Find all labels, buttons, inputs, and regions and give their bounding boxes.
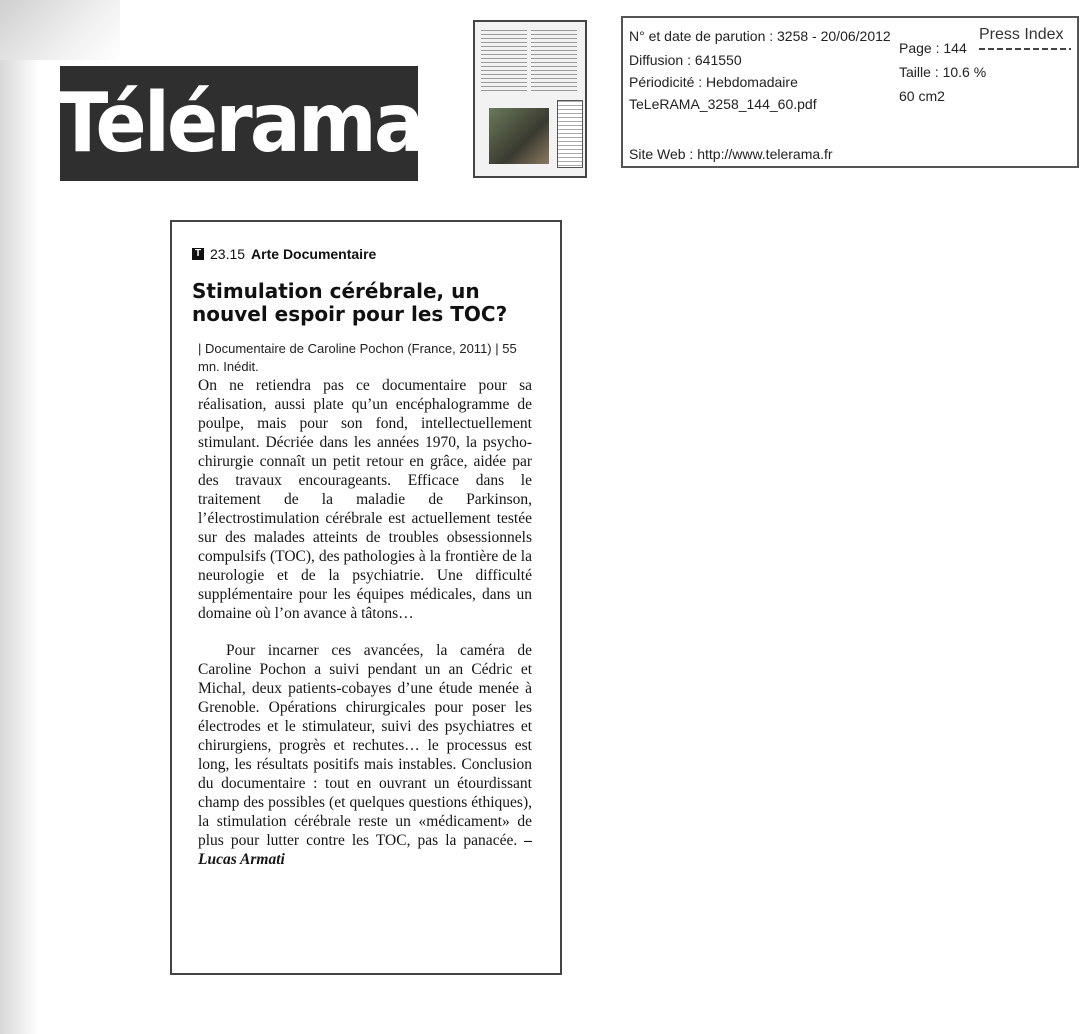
article-paragraph-2 (198, 641, 532, 869)
article-headline: Stimulation cérébrale, un nouvel espoir pour les TOC? (192, 279, 508, 326)
telerama-t-icon: T (192, 248, 204, 260)
periodicity-info: Périodicité : Hebdomadaire (629, 74, 798, 90)
press-index-info-box (621, 16, 1079, 168)
broadcast-slot (192, 246, 376, 262)
publication-logo (56, 66, 422, 181)
logo-text: Télérama (56, 75, 422, 171)
article-paragraph-text: Pour incarner ces avancées, la caméra de Caroline Pochon a suivi pendant un an Cédric et Michal, deux patients-cobayes d’une étude menée à Grenoble. Opérations chirurgicales pour poser les électrodes et le stimulateur, suivi des psychiatres et chirurgiens, progrès et rechutes… le processus est long, les résultats positifs mais instables. Conclusion du documentaire : tout en ouvrant un étourdissant champ des possibles (et quelques questions éthiques), la stimulation cérébrale reste un «médicament» de plus pour lutter contre les TOC, pas la panacée. (198, 642, 532, 849)
scan-edge-shadow (0, 0, 40, 1034)
page-info: Page : 144 (899, 40, 967, 56)
diffusion-info: Diffusion : 641550 (629, 52, 742, 68)
size-cm-info: 60 cm2 (899, 88, 945, 104)
size-percent-info: Taille : 10.6 % (899, 64, 987, 80)
broadcast-time: 23.15 (210, 246, 246, 262)
page-thumbnail (473, 20, 587, 178)
issue-info: N° et date de parution : 3258 - 20/06/2012 (629, 28, 891, 44)
press-index-logo: Press Index (979, 26, 1064, 43)
scan-corner-fold (0, 0, 120, 60)
article-paragraph: On ne retiendra pas ce documentaire pour sa réalisation, aussi plate qu’un encéphalogramme de poulpe, mais pour son fond, intellectuellement stimulant. Décriée dans les années 1970, la psycho-chirurgie connaît un petit retour en grâce, aidée par des travaux encourageants. Efficace dans le traitement de la maladie de Parkinson, l’électrostimulation cérébrale est actuellement testée sur des malades atteints de troubles obsessionnels compulsifs (TOC), des pathologies à la frontière de la neurologie et de la psychiatrie. Une difficulté supplémentaire pour les équipes médicales, dans un domaine où l’on avance à tâtons… (198, 377, 532, 622)
file-name: TeLeRAMA_3258_144_60.pdf (629, 96, 817, 112)
press-index-tagline (979, 48, 1071, 50)
thumbnail-text-column (531, 30, 577, 92)
website-info: Site Web : http://www.telerama.fr (629, 146, 833, 162)
thumbnail-article-box (557, 100, 583, 168)
article-body (198, 376, 532, 869)
channel-category: Arte Documentaire (251, 246, 377, 262)
thumbnail-text-column (481, 30, 527, 92)
article-byline: – Lucas Armati (198, 832, 532, 868)
article-credits: | Documentaire de Caroline Pochon (France, 2011) | 55 mn. Inédit. (198, 341, 517, 374)
thumbnail-photo (489, 108, 549, 164)
article-box (170, 220, 562, 975)
